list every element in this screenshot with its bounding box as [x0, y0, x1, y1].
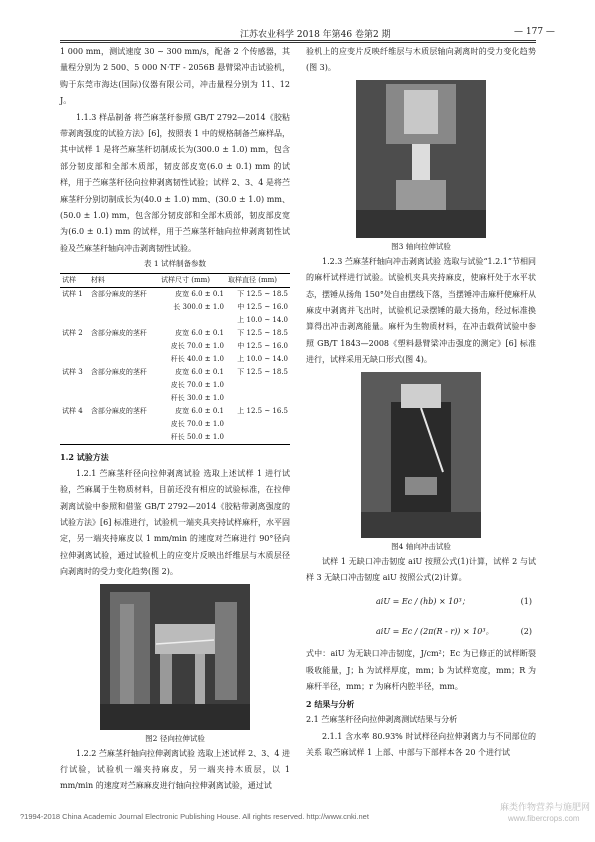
paragraph-1-2-2: 1.2.2 苎麻茎秆轴向拉伸剥离试验 选取上述试样 2、3、4 进行试验，试验机一端夹持麻皮，另一端夹持木质层，以 1 mm/min 的速度对苎麻麻皮进行轴向拉伸剥离试验，通过试 [60, 748, 290, 791]
figure-4-caption: 图4 轴向冲击试验 [391, 541, 451, 551]
paragraph-2-1-1: 2.1.1 含水率 80.93% 时试样径向拉伸剥离力与不同部位的关系 取苎麻试样 1 上部、中部与下部样本各 20 个进行试 [306, 731, 536, 757]
watermark-url: www.fibercrops.com [508, 814, 580, 823]
page-number: — 177 — [514, 27, 555, 37]
figure-4-photo [361, 372, 481, 538]
table-cell [60, 301, 89, 314]
table-cell: 试样 1 [62, 290, 83, 299]
table-header-row [60, 274, 290, 288]
equation-1-body: aiU = Ec / (hb) × 10³； [376, 597, 470, 607]
table-row [60, 431, 290, 445]
table-head-cell: 试样 [60, 274, 89, 288]
table-cell: 秆长 50.0 ± 1.0 [159, 431, 226, 445]
watermark-text: 麻类作物营养与施肥网 [500, 802, 591, 812]
table-cell [89, 392, 159, 405]
table-cell [226, 418, 290, 431]
page-header [0, 0, 595, 46]
section-2: 2 结果与分析 [306, 698, 355, 709]
table-row [60, 405, 290, 418]
equation-2 [306, 616, 536, 646]
table-cell: 中 12.5 ~ 16.0 [237, 303, 288, 312]
table-cell [89, 353, 159, 366]
table-cell: 皮长 70.0 ± 1.0 [170, 420, 224, 429]
tensile-machine-illustration [100, 584, 250, 730]
table-cell [89, 418, 159, 431]
table-cell: 试样 2 [62, 329, 83, 338]
table-1 [60, 273, 290, 445]
table-row [60, 366, 290, 379]
table-cell [60, 379, 89, 392]
table-cell [89, 301, 159, 314]
table-cell [60, 353, 89, 366]
table-cell [89, 379, 159, 392]
table-cell: 试样 4 [62, 407, 83, 416]
impact-tester-illustration [361, 372, 481, 538]
journal-name: 江苏农业科学 [240, 30, 295, 40]
table-cell: 试样 3 [62, 368, 83, 377]
table-cell: 皮宽 6.0 ± 0.1 [175, 407, 224, 416]
paragraph-formula-intro: 试样 1 无缺口冲击韧度 aiU 按照公式(1)计算，试样 2 与试样 3 无缺口冲击韧度 aiU 按照公式(2)计算。 [306, 556, 536, 583]
left-column [60, 44, 290, 795]
table-head-cell: 取样直径 (mm) [226, 274, 290, 288]
table-row [60, 392, 290, 405]
table-cell: 上 10.0 ~ 14.0 [237, 355, 288, 364]
table-cell: 下 12.5 ~ 18.5 [237, 368, 288, 377]
table-cell: 含部分麻皮的茎秆 [90, 368, 147, 377]
table-row [60, 379, 290, 392]
table-cell: 皮长 70.0 ± 1.0 [170, 342, 224, 351]
table-cell [159, 314, 226, 327]
section-1-2: 1.2 试验方法 [60, 452, 109, 463]
table-row [60, 314, 290, 327]
table-cell: 上 12.5 ~ 16.5 [237, 407, 288, 416]
table-cell: 皮长 70.0 ± 1.0 [170, 381, 224, 390]
table-cell [60, 418, 89, 431]
header-rule-thin [60, 42, 536, 43]
equation-2-number: (2) [520, 627, 532, 637]
table-cell: 秆长 30.0 ± 1.0 [170, 394, 224, 403]
axial-test-illustration [356, 80, 486, 238]
table-cell: 中 12.5 ~ 16.0 [237, 342, 288, 351]
table-cell [60, 314, 89, 327]
figure-2-caption: 图2 径向拉伸试验 [145, 733, 205, 743]
equation-1 [306, 586, 536, 616]
journal-issue [240, 27, 391, 40]
table-cell [60, 392, 89, 405]
table-cell [89, 340, 159, 353]
footer-copyright: ?1994-2018 China Academic Journal Electronic Publishing House. All rights reserved. http://www.cnki.net [20, 812, 369, 821]
table-cell: 下 12.5 ~ 18.5 [237, 329, 288, 338]
table-cell [60, 431, 89, 445]
equation-1-number: (1) [520, 597, 532, 607]
table-row [60, 418, 290, 431]
paragraph-1-2-3: 1.2.3 苎麻茎秆轴向冲击剥离试验 选取与试验“1.2.1”节相同的麻杆试样进行试验。试验机夹具夹持麻皮，使麻杆处于水平状态，摆锤从扬角 150°处自由摆线下落，当摆锤冲击麻杆使麻杆从麻皮中剥离并飞出时，试验机记录摆锤的最大扬角，经过标准换算得出冲击剥离能量。麻杆为生物质材料，在冲击载荷试验中参照 GB/T 1843—2008《塑料悬臂梁冲击强度的测定》[6] 标准进行，试样采用无缺口形式(图 4)。 [306, 256, 536, 365]
table-cell: 含部分麻皮的茎秆 [90, 290, 147, 299]
paragraph-1-1-3: 1.1.3 样品制备 将苎麻茎秆参照 GB/T 2792—2014《胶粘带剥离强度的试验方法》[6]，按照表 1 中的规格制备苎麻样品，其中试样 1 是将苎麻茎秆切制成长为(300.0 ± 1.0) mm，包含部分韧皮部和全部木质部，韧皮部皮宽(6.0 ± 0.1) mm 的试样，用于苎麻茎秆径向拉伸剥离韧性试验；试样 2、3、4 是将苎麻茎秆分别切制成长为(40.0 ± 1.0) mm、(30.0 ± 1.0) mm、(50.0 ± 1.0) mm，包含部分韧皮部和全部木质部，韧皮部皮宽为(6.0 ± 0.1) mm 的试样，用于苎麻茎秆轴向拉伸剥离韧性试验及苎麻茎秆轴向冲击剥离韧性试验。 [60, 112, 290, 253]
table-head-cell: 材料 [89, 274, 159, 288]
right-column [306, 44, 536, 761]
table-cell [89, 314, 159, 327]
table-head-cell: 试样尺寸 (mm) [159, 274, 226, 288]
table-1-title: 表 1 试样制备参数 [143, 259, 207, 269]
equation-2-body: aiU = Ec / (2π(R - r)) × 10³。 [376, 627, 494, 637]
table-row [60, 327, 290, 340]
table-cell: 上 10.0 ~ 14.0 [237, 316, 288, 325]
table-cell: 皮宽 6.0 ± 0.1 [175, 329, 224, 338]
table-cell: 皮宽 6.0 ± 0.1 [175, 290, 224, 299]
table-cell [226, 431, 290, 445]
figure-3-caption: 图3 轴向拉伸试验 [391, 241, 451, 251]
paragraph-continued: 验机上的应变片反映纤维层与木质层轴向剥离时的受力变化趋势(图 3)。 [306, 47, 536, 73]
table-row [60, 288, 290, 302]
section-2-1: 2.1 苎麻茎秆径向拉伸剥离测试结果与分析 [306, 715, 458, 725]
paragraph-variables: 式中：aiU 为无缺口冲击韧度，J/cm²；Ec 为已修正的试样断裂吸收能量，J；h 为试样厚度，mm；b 为试样宽度，mm；R 为麻杆半径，mm；r 为麻杆内腔半径，mm。 [306, 649, 536, 692]
header-rule [60, 40, 536, 41]
table-cell: 下 12.5 ~ 18.5 [237, 290, 288, 299]
table-row [60, 301, 290, 314]
paragraph-1-2-1: 1.2.1 苎麻茎秆径向拉伸剥离试验 选取上述试样 1 进行试验，苎麻属于生物质材料，目前还没有相应的试验标准，在拉伸剥离试验中参照和借鉴 GB/T 2792—2014《胶粘带剥离强度的试验方法》[6] 标准进行，试验机一端夹具夹持试样麻杆，水平固定，另一端夹持麻皮以 1 mm/min 的速度对苎麻进行 90°径向拉伸剥离试验，通过试验机上的应变片反映出纤维层与木质层径向剥离时的受力变化趋势(图 2)。 [60, 468, 290, 577]
paragraph-equipment: 1 000 mm，测试速度 30 ~ 300 mm/s，配备 2 个传感器，其量程分别为 2 500、5 000 N·TF - 2056B 悬臂梁冲击试验机，购于东莞市海达(国际)仪器有限公司，冲击量程分别为 11、12 J。 [60, 47, 290, 106]
table-cell [89, 431, 159, 445]
table-cell [226, 379, 290, 392]
table-cell: 长 300.0 ± 1.0 [173, 303, 224, 312]
figure-3-photo [356, 80, 486, 238]
table-cell: 秆长 40.0 ± 1.0 [170, 355, 224, 364]
issue-text: 2018 年第46 卷第2 期 [296, 30, 391, 40]
table-cell: 含部分麻皮的茎秆 [90, 329, 147, 338]
table-cell: 皮宽 6.0 ± 0.1 [175, 368, 224, 377]
table-cell [226, 392, 290, 405]
figure-2-photo [100, 584, 250, 730]
table-cell [60, 340, 89, 353]
table-row [60, 340, 290, 353]
table-row [60, 353, 290, 366]
table-cell: 含部分麻皮的茎秆 [90, 407, 147, 416]
